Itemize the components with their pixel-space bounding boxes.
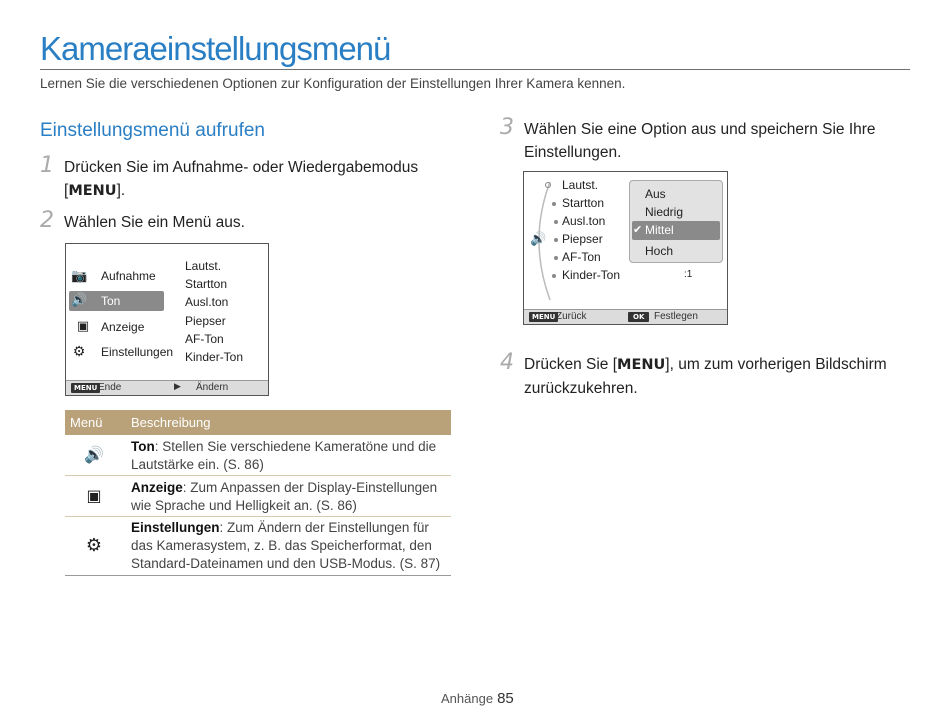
row-name: Ton — [131, 439, 155, 454]
screen-footer — [66, 380, 268, 395]
table-row: ▣ Anzeige: Zum Anpassen der Display-Einstellungen wie Sprache und Helligkeit an. (S. 86) — [65, 476, 451, 517]
step-text: Drücken Sie [ — [524, 356, 618, 373]
camera-icon: 📷 — [71, 269, 88, 284]
row-name: Einstellungen — [131, 520, 220, 535]
table-bottom-rule — [65, 575, 451, 576]
menu-button-tag: MENU — [529, 312, 558, 322]
item-afton: AF-Ton — [185, 332, 224, 346]
screen-footer — [524, 309, 727, 324]
menu-button-tag: MENU — [71, 383, 100, 393]
step-text: Wählen Sie ein Menü aus. — [64, 214, 245, 231]
menu-ton: Ton — [101, 294, 121, 308]
step-2 — [40, 208, 460, 234]
page-title: Kameraeinstellungsmenü — [40, 30, 391, 67]
title-divider — [40, 69, 910, 70]
gear-icon: ⚙ — [85, 535, 103, 556]
check-icon: ✔ — [633, 224, 643, 236]
item-auslton: Ausl.ton — [185, 295, 229, 309]
option-niedrig[interactable]: Niedrig — [645, 205, 684, 219]
menu-aufnahme: Aufnahme — [101, 269, 156, 283]
page-subtitle: Lernen Sie die verschiedenen Optionen zur Konfiguration der Einstellungen Ihrer Kamera kennen. — [40, 76, 626, 91]
step-number: 2 — [40, 208, 54, 233]
ok-button-tag: OK — [628, 312, 649, 322]
item-auslton: Ausl.ton — [562, 214, 606, 228]
step-text: Wählen Sie eine Option aus und speichern Sie Ihre — [524, 121, 876, 138]
speaker-icon: 🔊 — [530, 232, 547, 247]
section-title: Einstellungsmenü aufrufen — [40, 120, 265, 141]
sound-options-screen — [523, 171, 728, 325]
play-arrow-icon: ▶ — [174, 381, 181, 391]
option-mittel[interactable]: Mittel — [645, 223, 674, 237]
menu-einstellungen: Einstellungen — [101, 345, 174, 359]
step-4: 4 Drücken Sie [MENU], um zum vorherigen Bildschirm zurückzukehren. — [500, 350, 887, 397]
menu-anzeige: Anzeige — [101, 320, 145, 334]
table-row: 🔊 Ton: Stellen Sie verschiedene Kameratöne und die Lautstärke ein. (S. 86) — [65, 435, 451, 476]
footer-back: Zurück — [556, 311, 587, 322]
option-aus[interactable]: Aus — [645, 187, 666, 201]
menu-key: MENU — [617, 357, 666, 373]
footer-label: Anhänge — [441, 691, 494, 706]
step-3: 3 Wählen Sie eine Option aus und speichern Sie Ihre Einstellungen. — [500, 115, 876, 161]
header-menu: Menü — [70, 415, 103, 430]
step-1: 1 Drücken Sie im Aufnahme- oder Wiedergabemodus [MENU]. — [40, 153, 419, 199]
step-number: 1 — [40, 153, 54, 178]
item-startton: Startton — [562, 196, 605, 210]
item-startton: Startton — [185, 277, 228, 291]
options-popup — [629, 180, 723, 263]
kinderton-value: :1 — [684, 269, 693, 280]
speaker-icon: 🔊 — [71, 293, 88, 308]
page-number: 85 — [497, 690, 514, 707]
item-kinderton: Kinder-Ton — [562, 268, 621, 282]
footer-end: Ende — [98, 382, 122, 393]
speaker-icon: 🔊 — [84, 445, 104, 464]
footer-set: Festlegen — [654, 311, 698, 322]
display-icon: ▣ — [76, 319, 90, 334]
item-afton: AF-Ton — [562, 250, 601, 264]
step-number: 3 — [500, 115, 514, 140]
step-number: 4 — [500, 350, 514, 375]
item-piepser: Piepser — [185, 314, 226, 328]
row-name: Anzeige — [131, 480, 183, 495]
option-hoch[interactable]: Hoch — [645, 244, 674, 258]
item-piepser: Piepser — [562, 232, 603, 246]
table-header — [65, 410, 451, 435]
camera-menu-screen — [65, 243, 269, 396]
page-footer — [441, 690, 514, 707]
table-row: ⚙ Einstellungen: Zum Ändern der Einstellungen für das Kamerasystem, z. B. das Speicherformat, den Standard-Dateinamen und den USB-Modus. (S. 87) — [65, 517, 451, 575]
header-description: Beschreibung — [131, 415, 211, 430]
gear-icon: ⚙ — [72, 344, 86, 360]
display-icon: ▣ — [86, 486, 102, 505]
menu-key: MENU — [68, 183, 117, 199]
item-kinderton: Kinder-Ton — [185, 350, 244, 364]
item-lautst: Lautst. — [185, 259, 222, 273]
item-lautst: Lautst. — [562, 178, 599, 192]
step-text: Drücken Sie im Aufnahme- oder Wiedergabemodus — [64, 159, 419, 176]
footer-change: Ändern — [196, 382, 229, 393]
